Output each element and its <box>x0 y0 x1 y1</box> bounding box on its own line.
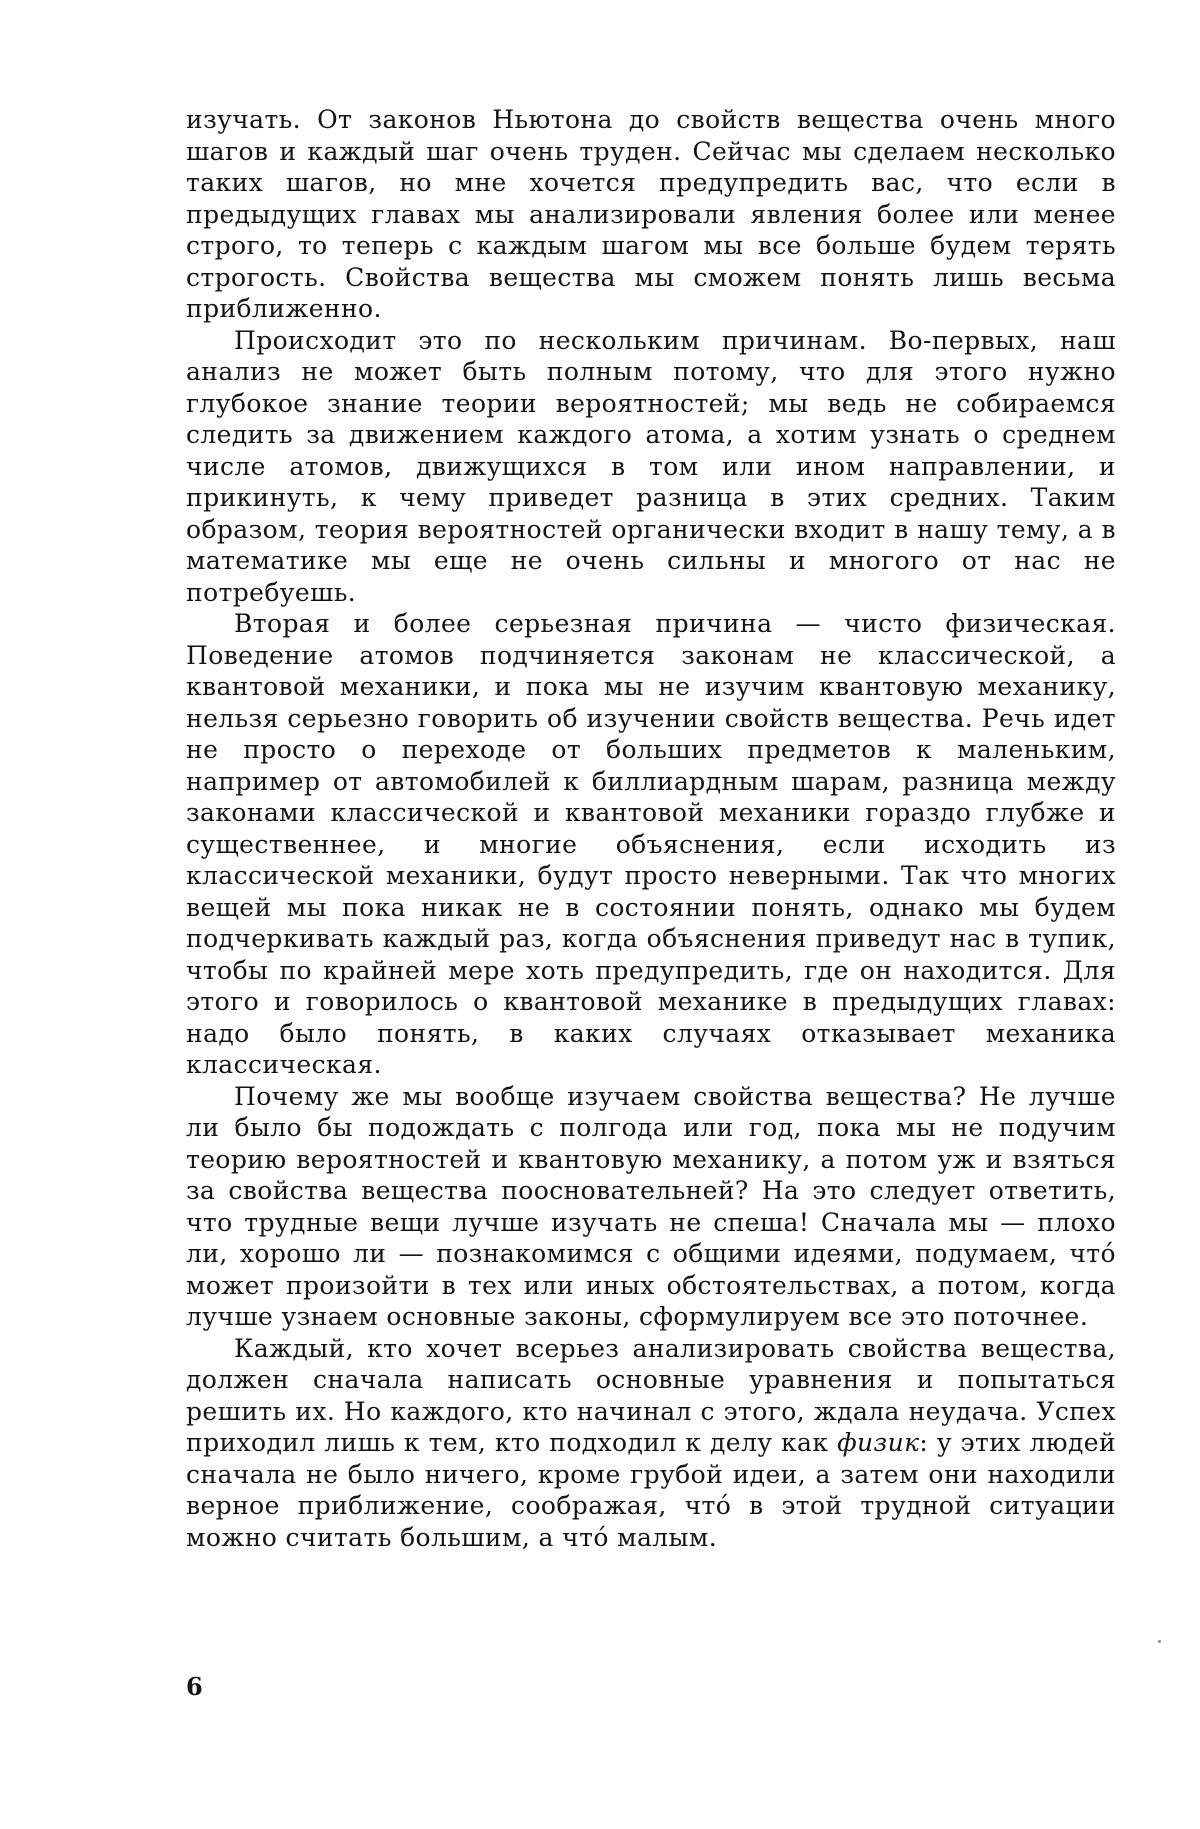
scan-speck <box>1158 1640 1161 1643</box>
emphasized-word: физик <box>837 1428 920 1457</box>
paragraph-1: изучать. От законов Ньютона до свойств вещества очень много шагов и каждый шаг очень труден. Сейчас мы сделаем несколько таких шагов, но мне хочется предупредить вас, что если в предыдущих главах мы анализировали явления более или менее строго, то теперь с каждым шагом мы все больше будем терять строгость. Свойства вещества мы сможем понять лишь весьма приближенно. <box>186 105 1116 323</box>
paragraph-5-start: Каждый, кто хочет всерьез анализировать свойства вещества, должен сначала написать основные уравнения и попытаться решить их. Но каждого, кто начинал с этого, ждала неудача. Успех приходил лишь к тем, кто подходил к делу как <box>186 1333 1116 1457</box>
paragraph-4: Почему же мы вообще изучаем свойства вещества? Не лучше ли было бы подождать с полгода или год, пока мы не подучим теорию вероятностей и квантовую механику, а потом уж и взяться за свойства вещества поосновательней? На это следует ответить, что трудные вещи лучше изучать не спеша! Сначала мы — плохо ли, хорошо ли — познакомимся с общими идеями, подумаем, что́ может произойти в тех или иных обстоятельствах, а потом, когда лучше узнаем основные законы, сформулируем все это поточнее. <box>186 1081 1116 1331</box>
page-number: 6 <box>186 1672 203 1701</box>
paragraph-5-end: : у этих людей сначала не было ничего, кроме грубой идеи, а затем они находили верное приближение, соображая, что́ в этой трудной ситуации можно считать большим, а что́ малым. <box>186 1428 1117 1552</box>
body-text <box>186 104 1116 1553</box>
paragraph-5 <box>186 1333 1116 1554</box>
paragraph-2: Происходит это по нескольким причинам. Во-первых, наш анализ не может быть полным потому, что для этого нужно глубокое знание теории вероятностей; мы ведь не собираемся следить за движением каждого атома, а хотим узнать о среднем числе атомов, движущихся в том или ином направлении, и прикинуть, к чему приведет разница в этих средних. Таким образом, теория вероятностей органически входит в нашу тему, а в математике мы еще не очень сильны и многого от нас не потребуешь. <box>186 325 1116 607</box>
paragraph-3: Вторая и более серьезная причина — чисто физическая. Поведение атомов подчиняется законам не классической, а квантовой механики, и пока мы не изучим квантовую механику, нельзя серьезно говорить об изучении свойств вещества. Речь идет не просто о переходе от больших предметов к маленьким, например от автомобилей к биллиардным шарам, разница между законами классической и квантовой механики гораздо глубже и существеннее, и многие объяснения, если исходить из классической механики, будут просто неверными. Так что многих вещей мы пока никак не в состоянии понять, однако мы будем подчеркивать каждый раз, когда объяснения приведут нас в тупик, чтобы по крайней мере хоть предупредить, где он находится. Для этого и говорилось о квантовой механике в предыдущих главах: надо было понять, в каких случаях отказывает механика классическая. <box>186 609 1116 1079</box>
